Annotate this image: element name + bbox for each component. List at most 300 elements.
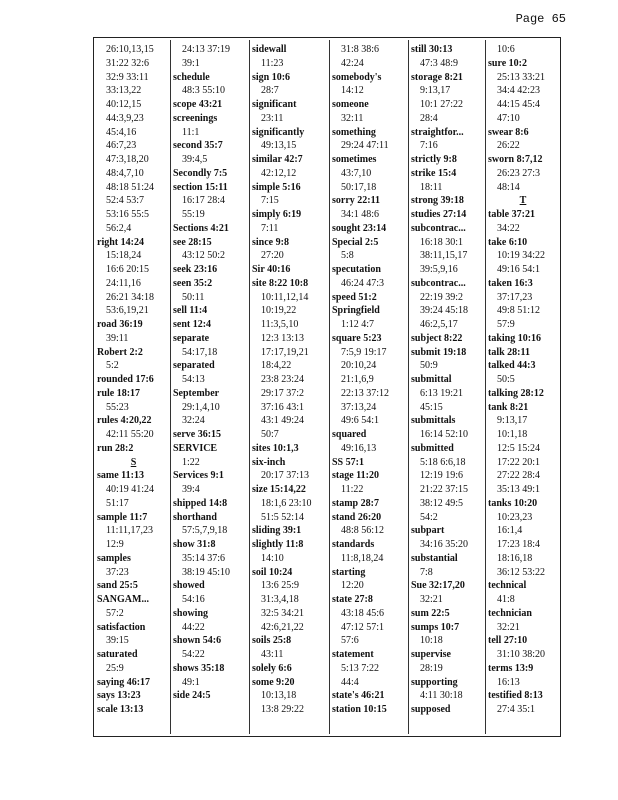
page-reference: 37:16 43:1 bbox=[261, 401, 305, 413]
index-term: shipped 14:8 bbox=[173, 497, 228, 509]
page-reference: 32:21 bbox=[497, 621, 520, 633]
page-reference: 27:4 35:1 bbox=[497, 704, 536, 715]
page-reference: 13:6 25:9 bbox=[261, 580, 300, 592]
page-reference: 39:4,5 bbox=[182, 154, 208, 165]
page-reference: 31:3,4,18 bbox=[261, 594, 299, 605]
page-reference: 53:16 55:5 bbox=[106, 209, 150, 220]
page-reference: 17:23 18:4 bbox=[497, 539, 541, 550]
index-term: swear 8:6 bbox=[488, 126, 529, 138]
page-reference: 18:4,22 bbox=[261, 360, 292, 372]
page-reference: 50:5 bbox=[497, 374, 515, 385]
index-term: talk 28:11 bbox=[488, 346, 530, 358]
page-reference: 32:5 34:21 bbox=[261, 607, 305, 619]
index-term: tell 27:10 bbox=[488, 635, 528, 647]
page-reference: 29:24 47:11 bbox=[341, 140, 389, 152]
page-reference: 38:11,15,17 bbox=[420, 250, 468, 262]
page-reference: 7:5,9 19:17 bbox=[341, 346, 387, 358]
page-reference: 4:11 30:18 bbox=[420, 690, 463, 702]
index-term: second 35:7 bbox=[173, 140, 223, 152]
index-column-1 bbox=[97, 43, 170, 717]
index-term: see 28:15 bbox=[173, 236, 212, 248]
page-reference: 7:16 bbox=[420, 140, 438, 152]
index-term: stamp 28:7 bbox=[332, 497, 379, 509]
index-term: significantly bbox=[252, 126, 305, 138]
page-reference: 5:2 bbox=[106, 360, 119, 372]
index-term: talking 28:12 bbox=[488, 387, 544, 399]
page-reference: 16:1,4 bbox=[497, 525, 523, 537]
index-term: sand 25:5 bbox=[97, 580, 138, 592]
page-reference: 39:15 bbox=[106, 635, 129, 647]
index-term: seek 23:16 bbox=[173, 264, 218, 275]
index-term: subject 8:22 bbox=[411, 332, 463, 344]
page-reference: 12:3 13:13 bbox=[261, 332, 305, 344]
page-reference: 9:13,17 bbox=[497, 415, 528, 427]
index-term: sumps 10:7 bbox=[411, 621, 460, 633]
index-term: statement bbox=[332, 649, 374, 660]
index-term: sorry 22:11 bbox=[332, 195, 381, 207]
index-term: subcontrac... bbox=[411, 277, 466, 289]
index-term: station 10:15 bbox=[332, 704, 387, 715]
index-term: sign 10:6 bbox=[252, 71, 291, 83]
page-reference: 10:18 bbox=[420, 635, 443, 647]
index-term: state's 46:21 bbox=[332, 690, 385, 702]
page-reference: 28:7 bbox=[261, 85, 279, 97]
page-reference: 50:9 bbox=[420, 360, 438, 372]
page-reference: 40:19 41:24 bbox=[106, 484, 155, 495]
page-reference: 50:7 bbox=[261, 429, 279, 440]
page-reference: 11:22 bbox=[341, 484, 364, 495]
page-reference: 31:22 32:6 bbox=[106, 57, 150, 69]
index-term: satisfaction bbox=[97, 621, 146, 633]
index-term: tank 8:21 bbox=[488, 401, 529, 413]
index-term: subcontrac... bbox=[411, 222, 466, 234]
page-reference: 5:13 7:22 bbox=[341, 662, 380, 674]
index-term: saying 46:17 bbox=[97, 676, 151, 688]
page-reference: 18:11 bbox=[420, 181, 443, 193]
page-reference: 10:13,18 bbox=[261, 690, 297, 702]
index-term: terms 13:9 bbox=[488, 662, 534, 674]
page-reference: 12:20 bbox=[341, 580, 364, 592]
index-term: strictly 9:8 bbox=[411, 154, 457, 165]
index-term: significant bbox=[252, 99, 297, 110]
page-reference: 14:10 bbox=[261, 552, 284, 564]
page-reference: 32:11 bbox=[341, 112, 364, 124]
page-reference: 18:16,18 bbox=[497, 552, 533, 564]
index-term: seen 35:2 bbox=[173, 277, 213, 289]
index-term: site 8:22 10:8 bbox=[252, 277, 309, 289]
index-term: right 14:24 bbox=[97, 236, 144, 248]
index-column-6 bbox=[488, 43, 558, 717]
page-reference: 21:1,6,9 bbox=[341, 374, 374, 385]
index-term: same 11:13 bbox=[97, 470, 144, 482]
index-term: sworn 8:7,12 bbox=[488, 154, 543, 165]
page-reference: 46:24 47:3 bbox=[341, 277, 385, 289]
index-term: showing bbox=[173, 607, 209, 619]
index-column-4 bbox=[332, 43, 408, 717]
page-reference: 43:1 49:24 bbox=[261, 415, 305, 427]
page-reference: 57:9 bbox=[497, 319, 515, 330]
index-term: submittals bbox=[411, 415, 456, 427]
page-reference: 48:3 55:10 bbox=[182, 85, 226, 97]
page-reference: 49:8 51:12 bbox=[497, 305, 541, 317]
index-term: six-inch bbox=[252, 456, 286, 468]
page-reference: 24:11,16 bbox=[106, 277, 141, 289]
index-term: strike 15:4 bbox=[411, 167, 457, 179]
index-term: speed 51:2 bbox=[332, 291, 377, 303]
page-reference: 11:3,5,10 bbox=[261, 319, 299, 330]
page-reference: 54:13 bbox=[182, 374, 205, 385]
column-divider bbox=[329, 40, 330, 734]
page-reference: 25:9 bbox=[106, 662, 124, 674]
page-reference: 16:17 28:4 bbox=[182, 195, 226, 207]
page-reference: 50:17,18 bbox=[341, 181, 377, 193]
page-reference: 33:13,22 bbox=[106, 85, 142, 97]
page-reference: 39:11 bbox=[106, 332, 129, 344]
page-reference: 10:19 34:22 bbox=[497, 250, 546, 262]
index-column-5 bbox=[411, 43, 487, 717]
index-term: shorthand bbox=[173, 511, 217, 523]
index-term: starting bbox=[332, 566, 366, 578]
index-term: since 9:8 bbox=[252, 236, 289, 248]
letter-heading: S bbox=[130, 456, 137, 468]
page-reference: 37:17,23 bbox=[497, 291, 533, 303]
page-reference: 10:19,22 bbox=[261, 305, 297, 317]
page-reference: 28:4 bbox=[420, 112, 438, 124]
page-reference: 54:17,18 bbox=[182, 346, 218, 358]
index-term: submit 19:18 bbox=[411, 346, 467, 358]
page-reference: 57:6 bbox=[341, 635, 359, 647]
page-reference: 42:11 55:20 bbox=[106, 429, 154, 440]
index-term: straightfor... bbox=[411, 126, 464, 138]
page-reference: 20:10,24 bbox=[341, 360, 377, 372]
index-term: supposed bbox=[411, 704, 451, 715]
page-reference: 7:11 bbox=[261, 222, 279, 234]
index-term: simple 5:16 bbox=[252, 181, 301, 193]
page-reference: 49:16 54:1 bbox=[497, 264, 541, 275]
page-reference: 26:23 27:3 bbox=[497, 167, 541, 179]
page-reference: 34:4 42:23 bbox=[497, 85, 541, 97]
index-term: sell 11:4 bbox=[173, 305, 208, 317]
letter-heading: T bbox=[519, 195, 527, 207]
index-term: side 24:5 bbox=[173, 690, 211, 702]
index-term: solely 6:6 bbox=[252, 662, 292, 674]
page-reference: 20:17 37:13 bbox=[261, 470, 310, 482]
page-reference: 26:21 34:18 bbox=[106, 291, 155, 303]
page-reference: 32:24 bbox=[182, 415, 205, 427]
page-reference: 12:19 19:6 bbox=[420, 470, 464, 482]
page-reference: 38:12 49:5 bbox=[420, 497, 464, 509]
page-reference: 34:22 bbox=[497, 222, 520, 234]
page-reference: 34:1 48:6 bbox=[341, 209, 380, 220]
column-divider bbox=[170, 40, 171, 734]
page-reference: 16:18 30:1 bbox=[420, 236, 464, 248]
page-reference: 14:12 bbox=[341, 85, 364, 97]
index-term: Secondly 7:5 bbox=[173, 167, 228, 179]
page-reference: 54:16 bbox=[182, 594, 205, 605]
index-term: similar 42:7 bbox=[252, 154, 303, 165]
index-term: simply 6:19 bbox=[252, 209, 302, 220]
index-term: SANGAM... bbox=[97, 594, 149, 605]
page-reference: 12:9 bbox=[106, 539, 124, 550]
page-reference: 5:18 6:6,18 bbox=[420, 456, 466, 468]
index-term: rule 18:17 bbox=[97, 387, 141, 399]
index-term: stand 26:20 bbox=[332, 511, 382, 523]
page-reference: 53:6,19,21 bbox=[106, 305, 149, 317]
page-reference: 11:1 bbox=[182, 126, 200, 138]
index-term: road 36:19 bbox=[97, 319, 143, 330]
page-reference: 23:8 23:24 bbox=[261, 374, 305, 385]
page-reference: 45:4,16 bbox=[106, 126, 137, 138]
index-term: submitted bbox=[411, 442, 454, 454]
page-reference: 51:17 bbox=[106, 497, 129, 509]
page-reference: 37:13,24 bbox=[341, 401, 377, 413]
page-reference: 26:22 bbox=[497, 140, 520, 152]
page-reference: 57:5,7,9,18 bbox=[182, 525, 228, 537]
page-reference: 48:4,7,10 bbox=[106, 167, 144, 179]
index-term: rounded 17:6 bbox=[97, 374, 154, 385]
page-reference: 43:11 bbox=[261, 649, 284, 660]
index-term: technician bbox=[488, 607, 532, 619]
index-term: sometimes bbox=[332, 154, 377, 165]
index-term: testified 8:13 bbox=[488, 690, 543, 702]
page-reference: 49:16,13 bbox=[341, 442, 377, 454]
page-reference: 34:16 35:20 bbox=[420, 539, 469, 550]
index-term: someone bbox=[332, 99, 369, 110]
page-reference: 51:5 52:14 bbox=[261, 511, 305, 523]
page-reference: 10:1 27:22 bbox=[420, 99, 464, 110]
page-reference: 9:13,17 bbox=[420, 85, 451, 97]
page-reference: 17:22 20:1 bbox=[497, 456, 541, 468]
page-reference: 23:11 bbox=[261, 112, 284, 124]
page-reference: 37:23 bbox=[106, 566, 129, 578]
page-reference: 50:11 bbox=[182, 291, 205, 303]
page-reference: 27:22 28:4 bbox=[497, 470, 541, 482]
index-term: sample 11:7 bbox=[97, 511, 148, 523]
page-reference: 11:8,18,24 bbox=[341, 552, 384, 564]
index-term: taken 16:3 bbox=[488, 277, 533, 289]
page-reference: 21:22 37:15 bbox=[420, 484, 469, 495]
index-term: supporting bbox=[411, 676, 458, 688]
page-reference: 42:24 bbox=[341, 57, 364, 69]
index-term: Sue 32:17,20 bbox=[411, 580, 465, 592]
index-term: sent 12:4 bbox=[173, 319, 212, 330]
page-reference: 43:12 50:2 bbox=[182, 250, 226, 262]
page-reference: 31:8 38:6 bbox=[341, 44, 380, 55]
page-reference: 48:8 56:12 bbox=[341, 525, 385, 537]
page-reference: 46:2,5,17 bbox=[420, 319, 458, 330]
index-term: schedule bbox=[173, 71, 210, 83]
page-reference: 54:2 bbox=[420, 511, 438, 523]
index-term: Robert 2:2 bbox=[97, 346, 143, 358]
index-term: square 5:23 bbox=[332, 332, 382, 344]
index-term: standards bbox=[332, 539, 375, 550]
index-term: rules 4:20,22 bbox=[97, 415, 152, 427]
page-reference: 38:19 45:10 bbox=[182, 566, 231, 578]
index-term: scale 13:13 bbox=[97, 704, 144, 715]
page-reference: 17:17,19,21 bbox=[261, 346, 309, 358]
page-reference: 42:12,12 bbox=[261, 167, 297, 179]
page-reference: 11:23 bbox=[261, 57, 284, 69]
page-reference: 48:18 51:24 bbox=[106, 181, 155, 193]
index-term: still 30:13 bbox=[411, 44, 453, 55]
index-term: subpart bbox=[411, 525, 445, 537]
page-reference: 40:12,15 bbox=[106, 99, 142, 110]
page-reference: 12:5 15:24 bbox=[497, 442, 541, 454]
index-term: sidewall bbox=[252, 44, 287, 55]
page-reference: 6:13 19:21 bbox=[420, 387, 464, 399]
page-reference: 32:21 bbox=[420, 594, 443, 605]
index-term: talked 44:3 bbox=[488, 360, 536, 372]
index-term: substantial bbox=[411, 552, 458, 564]
page-reference: 39:24 45:18 bbox=[420, 305, 469, 317]
page-reference: 16:14 52:10 bbox=[420, 429, 469, 440]
index-term: screenings bbox=[173, 112, 218, 124]
page-reference: 43:7,10 bbox=[341, 167, 372, 179]
index-term: Springfield bbox=[332, 305, 380, 317]
page-reference: 47:12 57:1 bbox=[341, 621, 385, 633]
page-reference: 24:13 37:19 bbox=[182, 44, 231, 55]
index-term: some 9:20 bbox=[252, 676, 295, 688]
index-term: separated bbox=[173, 360, 215, 372]
page-reference: 15:18,24 bbox=[106, 250, 142, 262]
page-reference: 39:4 bbox=[182, 484, 200, 495]
index-term: tanks 10:20 bbox=[488, 497, 538, 509]
column-divider bbox=[249, 40, 250, 734]
page-reference: 36:12 53:22 bbox=[497, 566, 546, 578]
index-term: samples bbox=[97, 552, 131, 564]
index-term: showed bbox=[173, 580, 205, 592]
page-reference: 32:9 33:11 bbox=[106, 71, 149, 83]
page-reference: 44:3,9,23 bbox=[106, 112, 144, 124]
page-reference: 11:11,17,23 bbox=[106, 525, 154, 537]
page-reference: 25:13 33:21 bbox=[497, 71, 546, 83]
index-term: SS 57:1 bbox=[332, 456, 364, 468]
index-term: sure 10:2 bbox=[488, 57, 527, 69]
page-reference: 56:2,4 bbox=[106, 222, 132, 234]
index-term: studies 27:14 bbox=[411, 209, 467, 220]
index-frame bbox=[93, 37, 561, 737]
index-term: sites 10:1,3 bbox=[252, 442, 299, 454]
page-reference: 46:7,23 bbox=[106, 140, 137, 152]
page-reference: 43:18 45:6 bbox=[341, 607, 385, 619]
index-term: soil 10:24 bbox=[252, 566, 293, 578]
page-reference: 49:1 bbox=[182, 676, 200, 688]
page-reference: 28:19 bbox=[420, 662, 443, 674]
page-reference: 10:6 bbox=[497, 44, 515, 55]
page-reference: 5:8 bbox=[341, 250, 354, 262]
index-term: sum 22:5 bbox=[411, 607, 450, 619]
page-reference: 45:15 bbox=[420, 401, 443, 413]
page-reference: 10:11,12,14 bbox=[261, 291, 309, 303]
page-reference: 13:8 29:22 bbox=[261, 704, 305, 715]
page-reference: 39:5,9,16 bbox=[420, 264, 458, 275]
index-term: sought 23:14 bbox=[332, 222, 387, 234]
index-term: specutation bbox=[332, 264, 381, 275]
index-term: submittal bbox=[411, 374, 452, 385]
index-term: take 6:10 bbox=[488, 236, 528, 248]
page-number: Page 65 bbox=[515, 12, 566, 26]
index-term: something bbox=[332, 126, 376, 138]
column-divider bbox=[408, 40, 409, 734]
page-reference: 35:13 49:1 bbox=[497, 484, 541, 495]
page-reference: 10:23,23 bbox=[497, 511, 533, 523]
index-term: Sections 4:21 bbox=[173, 222, 229, 234]
index-term: run 28:2 bbox=[97, 442, 134, 454]
index-term: squared bbox=[332, 429, 367, 440]
page-reference: 7:15 bbox=[261, 195, 279, 207]
page-reference: 47:3 48:9 bbox=[420, 57, 459, 69]
index-term: Special 2:5 bbox=[332, 236, 379, 248]
index-term: scope 43:21 bbox=[173, 99, 223, 110]
index-term: show 31:8 bbox=[173, 539, 216, 550]
index-term: SERVICE bbox=[173, 442, 218, 454]
page-reference: 7:8 bbox=[420, 566, 433, 578]
index-term: strong 39:18 bbox=[411, 195, 464, 207]
index-column-3 bbox=[252, 43, 328, 717]
page-reference: 52:4 53:7 bbox=[106, 195, 145, 207]
page-reference: 44:15 45:4 bbox=[497, 99, 541, 110]
page-reference: 16:13 bbox=[497, 676, 520, 688]
index-term: state 27:8 bbox=[332, 594, 373, 605]
index-term: taking 10:16 bbox=[488, 332, 542, 344]
page-reference: 10:1,18 bbox=[497, 429, 528, 440]
page-reference: 42:6,21,22 bbox=[261, 621, 304, 633]
index-term: soils 25:8 bbox=[252, 635, 292, 647]
index-term: table 37:21 bbox=[488, 209, 535, 220]
page-reference: 44:22 bbox=[182, 621, 205, 633]
page-reference: 44:4 bbox=[341, 676, 359, 688]
index-column-2 bbox=[173, 43, 249, 703]
page-reference: 31:10 38:20 bbox=[497, 649, 546, 660]
index-term: stage 11:20 bbox=[332, 470, 379, 482]
page-reference: 29:17 37:2 bbox=[261, 387, 305, 399]
index-term: somebody's bbox=[332, 71, 382, 83]
index-term: September bbox=[173, 387, 220, 399]
index-term: sliding 39:1 bbox=[252, 525, 302, 537]
index-term: Services 9:1 bbox=[173, 470, 224, 482]
page-reference: 47:3,18,20 bbox=[106, 154, 149, 165]
page-reference: 55:23 bbox=[106, 401, 129, 413]
page-reference: 1:22 bbox=[182, 456, 200, 468]
index-term: size 15:14,22 bbox=[252, 484, 306, 495]
page-reference: 16:6 20:15 bbox=[106, 264, 150, 275]
index-term: serve 36:15 bbox=[173, 429, 222, 440]
index-term: says 13:23 bbox=[97, 690, 141, 702]
page-reference: 49:13,15 bbox=[261, 140, 297, 152]
page-reference: 29:1,4,10 bbox=[182, 401, 220, 413]
page-reference: 18:1,6 23:10 bbox=[261, 497, 312, 509]
index-term: shown 54:6 bbox=[173, 635, 222, 647]
page-reference: 1:12 4:7 bbox=[341, 319, 375, 330]
index-term: saturated bbox=[97, 649, 138, 660]
column-divider bbox=[485, 40, 486, 734]
page-reference: 39:1 bbox=[182, 57, 200, 69]
page-reference: 49:6 54:1 bbox=[341, 415, 380, 427]
page-reference: 54:22 bbox=[182, 649, 205, 660]
page-reference: 41:8 bbox=[497, 594, 515, 605]
page-reference: 35:14 37:6 bbox=[182, 552, 226, 564]
index-term: section 15:11 bbox=[173, 181, 228, 193]
index-term: storage 8:21 bbox=[411, 71, 463, 83]
page-reference: 22:19 39:2 bbox=[420, 291, 464, 303]
index-term: technical bbox=[488, 580, 527, 592]
page-reference: 57:2 bbox=[106, 607, 124, 619]
index-term: slightly 11:8 bbox=[252, 539, 304, 550]
page-reference: 55:19 bbox=[182, 209, 205, 220]
index-term: separate bbox=[173, 332, 210, 344]
index-term: shows 35:18 bbox=[173, 662, 225, 674]
page-reference: 27:20 bbox=[261, 250, 284, 262]
